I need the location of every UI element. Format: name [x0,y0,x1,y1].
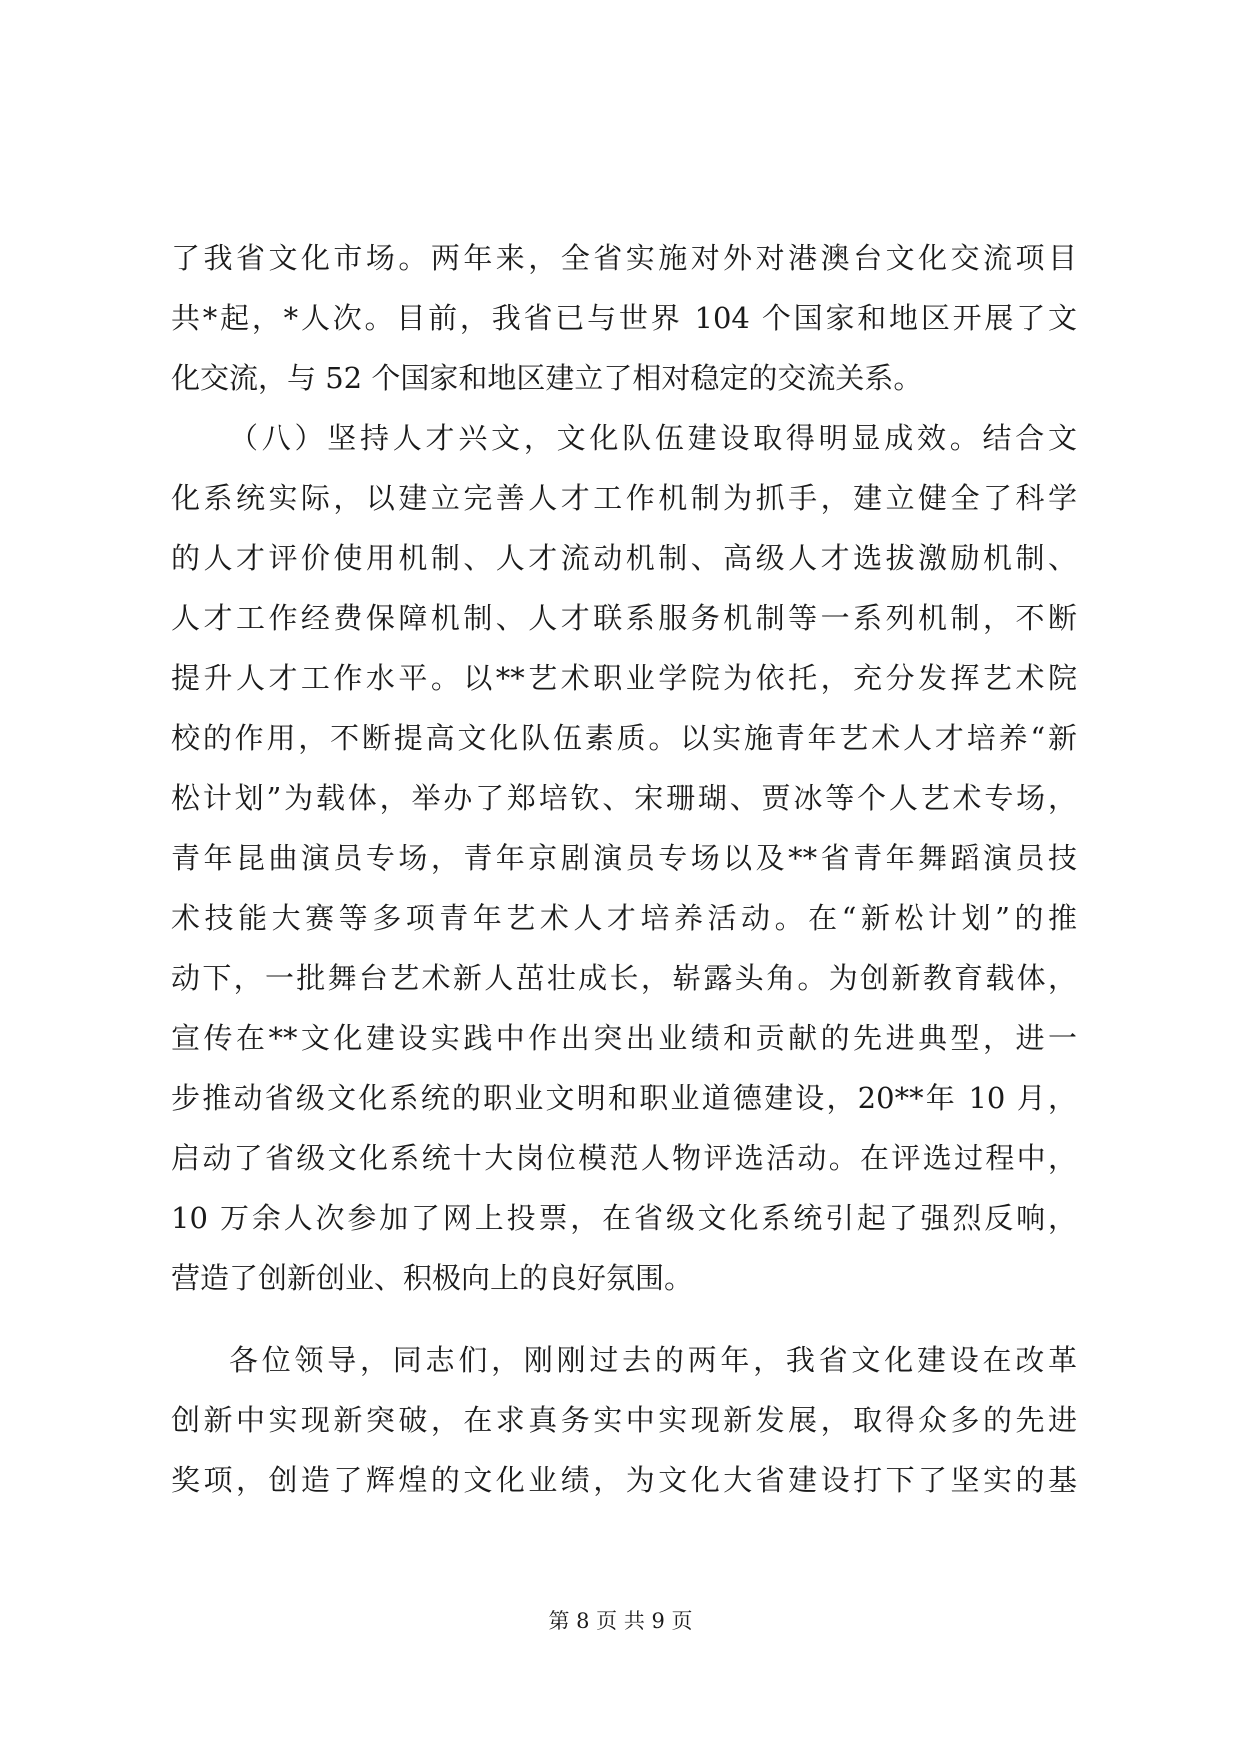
page-number-footer: 第 8 页 共 9 页 [548,1609,693,1633]
text-line-17: 10 万余人次参加了网上投票，在省级文化系统引起了强烈反响， [171,1201,1077,1235]
text-line-11: 青年昆曲演员专场，青年京剧演员专场以及**省青年舞蹈演员技 [171,841,1077,875]
text-line-4: （八）坚持人才兴文，文化队伍建设取得明显成效。结合文 [229,421,1077,455]
text-line-5: 化系统实际，以建立完善人才工作机制为抓手，建立健全了科学 [171,481,1077,515]
text-line-14: 宣传在**文化建设实践中作出突出业绩和贡献的先进典型，进一 [171,1021,1077,1055]
text-line-6: 的人才评价使用机制、人才流动机制、高级人才选拔激励机制、 [171,541,1077,575]
text-line-12: 术技能大赛等多项青年艺术人才培养活动。在“新松计划”的推 [171,901,1077,935]
text-line-20: 创新中实现新突破，在求真务实中实现新发展，取得众多的先进 [171,1403,1077,1437]
text-line-19: 各位领导，同志们，刚刚过去的两年，我省文化建设在改革 [229,1343,1077,1377]
text-line-16: 启动了省级文化系统十大岗位模范人物评选活动。在评选过程中， [171,1141,1077,1175]
text-line-21: 奖项，创造了辉煌的文化业绩，为文化大省建设打下了坚实的基 [171,1463,1077,1497]
text-line-2: 共*起，*人次。目前，我省已与世界 104 个国家和地区开展了文 [171,301,1077,335]
document-body [171,228,1077,1510]
text-line-15: 步推动省级文化系统的职业文明和职业道德建设，20**年 10 月， [171,1081,1077,1115]
text-line-18: 营造了创新创业、积极向上的良好氛围。 [171,1261,694,1295]
text-line-1: 了我省文化市场。两年来，全省实施对外对港澳台文化交流项目 [171,241,1077,275]
text-line-10: 松计划”为载体，举办了郑培钦、宋珊瑚、贾冰等个人艺术专场， [171,781,1077,815]
text-line-9: 校的作用，不断提高文化队伍素质。以实施青年艺术人才培养“新 [171,721,1077,755]
text-line-7: 人才工作经费保障机制、人才联系服务机制等一系列机制，不断 [171,601,1077,635]
text-line-13: 动下，一批舞台艺术新人茁壮成长，崭露头角。为创新教育载体， [171,961,1077,995]
text-line-8: 提升人才工作水平。以**艺术职业学院为依托，充分发挥艺术院 [171,661,1077,695]
text-line-3: 化交流，与 52 个国家和地区建立了相对稳定的交流关系。 [171,361,923,395]
